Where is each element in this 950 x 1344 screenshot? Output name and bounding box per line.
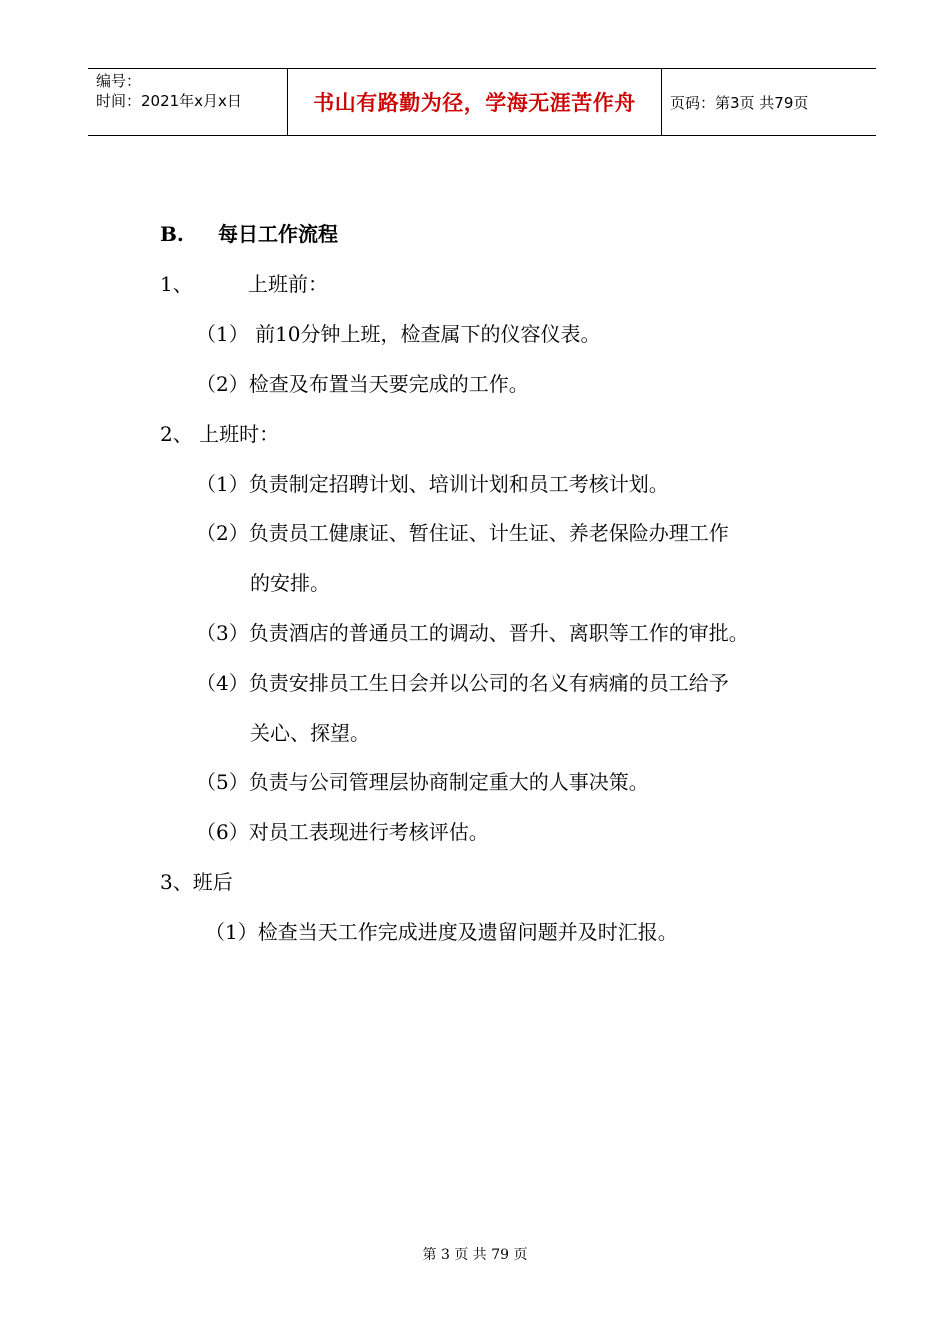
step-3-title: 3、班后 xyxy=(160,870,233,894)
step-2-item-4-line-1: （4）负责安排员工生日会并以公司的名义有病痛的员工给予 xyxy=(196,671,729,695)
document-number-label: 编号： xyxy=(96,72,142,90)
section-title xyxy=(160,220,338,248)
header-page-info: 页码：第3页 共79页 xyxy=(670,93,809,112)
step-1-number: 1、 xyxy=(160,272,193,296)
step-1-item-2: （2）检查及布置当天要完成的工作。 xyxy=(196,372,529,396)
header-meta-cell xyxy=(88,69,288,135)
step-2-item-2-line-2: 的安排。 xyxy=(250,571,330,595)
page-footer: 第 3 页 共 79 页 xyxy=(422,1247,528,1263)
step-2-item-1: （1）负责制定招聘计划、培训计划和员工考核计划。 xyxy=(196,472,669,496)
section-title-text: 每日工作流程 xyxy=(218,222,338,246)
section-letter: B. xyxy=(160,222,184,246)
step-2-item-5: （5）负责与公司管理层协商制定重大的人事决策。 xyxy=(196,770,649,794)
document-header xyxy=(88,68,876,136)
step-2-item-6: （6）对员工表现进行考核评估。 xyxy=(196,820,489,844)
step-2-title: 2、 上班时： xyxy=(160,422,280,446)
step-2-item-3: （3）负责酒店的普通员工的调动、晋升、离职等工作的审批。 xyxy=(196,621,749,645)
document-time-label: 时间：2021年x月x日 xyxy=(96,92,242,110)
step-2-item-4-line-2: 关心、探望。 xyxy=(250,721,370,745)
step-2-item-2-line-1: （2）负责员工健康证、暂住证、计生证、养老保险办理工作 xyxy=(196,521,729,545)
step-1-title: 上班前： xyxy=(248,272,328,296)
step-3-item-1: （1）检查当天工作完成进度及遗留问题并及时汇报。 xyxy=(205,920,678,944)
header-motto: 书山有路勤为径，学海无涯苦作舟 xyxy=(288,69,662,135)
step-1-item-1: （1） 前10分钟上班，检查属下的仪容仪表。 xyxy=(196,322,601,346)
